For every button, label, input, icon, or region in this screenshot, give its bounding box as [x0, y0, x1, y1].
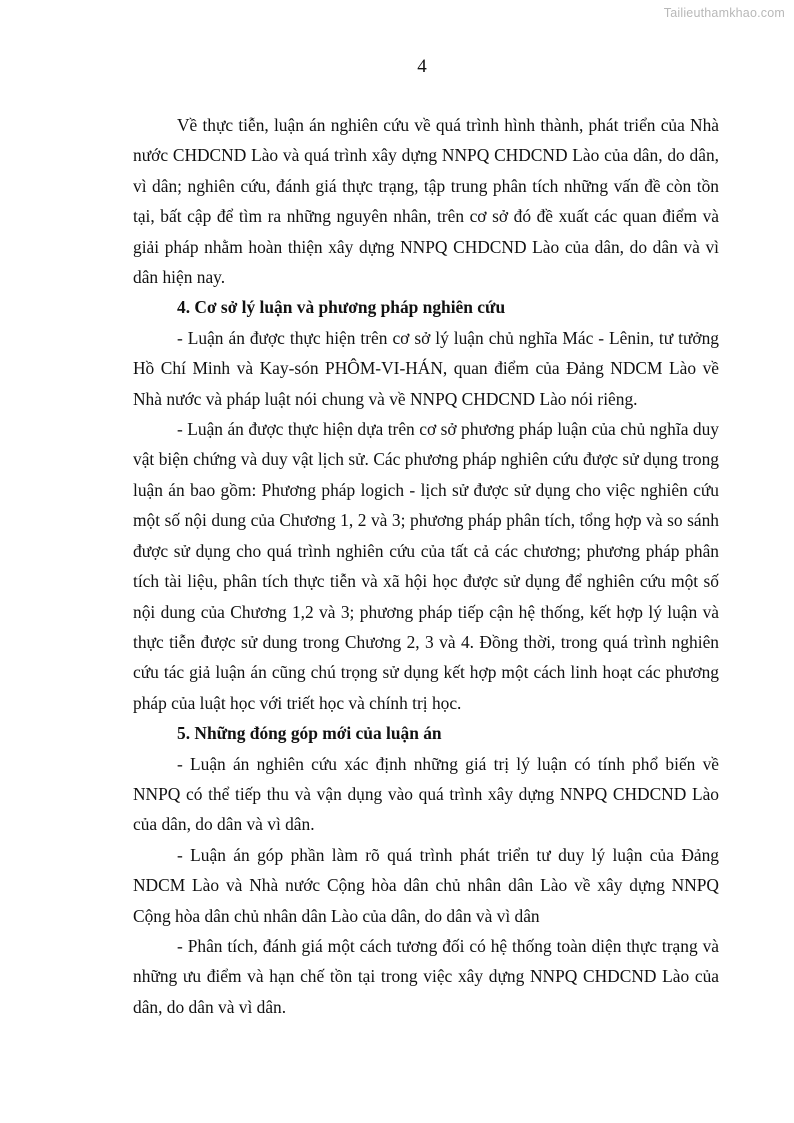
- document-body: [133, 110, 719, 1022]
- paragraph-practical-scope: Về thực tiễn, luận án nghiên cứu về quá trình hình thành, phát triển của Nhà nước CHDCND Lào và quá trình xây dựng NNPQ CHDCND Lào của dân, do dân, vì dân; nghiên cứu, đánh giá thực trạng, tập trung phân tích những vấn đề còn tồn tại, bất cập để tìm ra những nguyên nhân, trên cơ sở đó đề xuất các quan điểm và giải pháp nhằm hoàn thiện xây dựng NNPQ CHDCND Lào của dân, do dân và vì dân hiện nay.: [133, 115, 719, 288]
- page-number: 4: [417, 56, 427, 77]
- paragraph-contribution-3: - Phân tích, đánh giá một cách tương đối có hệ thống toàn diện thực trạng và những ưu điểm và hạn chế tồn tại trong việc xây dựng NNPQ CHDCND Lào của dân, do dân và vì dân.: [133, 935, 719, 1017]
- paragraph-research-methods: - Luận án được thực hiện dựa trên cơ sở phương pháp luận của chủ nghĩa duy vật biện chứng và duy vật lịch sử. Các phương pháp nghiên cứu được sử dụng trong luận án bao gồm: Phương pháp logich - lịch sử được sử dụng cho việc nghiên cứu một số nội dung của Chương 1, 2 và 3; phương pháp phân tích, tổng hợp và so sánh được sử dụng cho quá trình nghiên cứu của tất cả các chương; phương pháp phân tích tài liệu, phân tích thực tiễn và xã hội học được sử dụng để nghiên cứu một số nội dung của Chương 1,2 và 3; phương pháp tiếp cận hệ thống, kết hợp lý luận và thực tiễn được sử dung trong Chương 2, 3 và 4. Đồng thời, trong quá trình nghiên cứu tác giả luận án cũng chú trọng sử dụng kết hợp một cách linh hoạt các phương pháp của luật học với triết học và chính trị học.: [133, 419, 719, 713]
- section-heading-4: 4. Cơ sở lý luận và phương pháp nghiên cứu: [177, 297, 506, 318]
- section-heading-5: 5. Những đóng góp mới của luận án: [177, 723, 442, 744]
- paragraph-contribution-2: - Luận án góp phần làm rõ quá trình phát triển tư duy lý luận của Đảng NDCM Lào và Nhà nước Cộng hòa dân chủ nhân dân Lào về xây dựng NNPQ Cộng hòa dân chủ nhân dân Lào của dân, do dân và vì dân: [133, 844, 719, 926]
- paragraph-contribution-1: - Luận án nghiên cứu xác định những giá trị lý luận có tính phổ biến về NNPQ có thể tiếp thu và vận dụng vào quá trình xây dựng NNPQ CHDCND Lào của dân, do dân và vì dân.: [133, 753, 719, 835]
- paragraph-theoretical-basis: - Luận án được thực hiện trên cơ sở lý luận chủ nghĩa Mác - Lênin, tư tưởng Hồ Chí Minh và Kay-són PHÔM-VI-HÁN, quan điểm của Đảng NDCM Lào về Nhà nước và pháp luật nói chung và về NNPQ CHDCND Lào nói riêng.: [133, 327, 719, 409]
- watermark: Tailieuthamkhao.com: [663, 6, 785, 20]
